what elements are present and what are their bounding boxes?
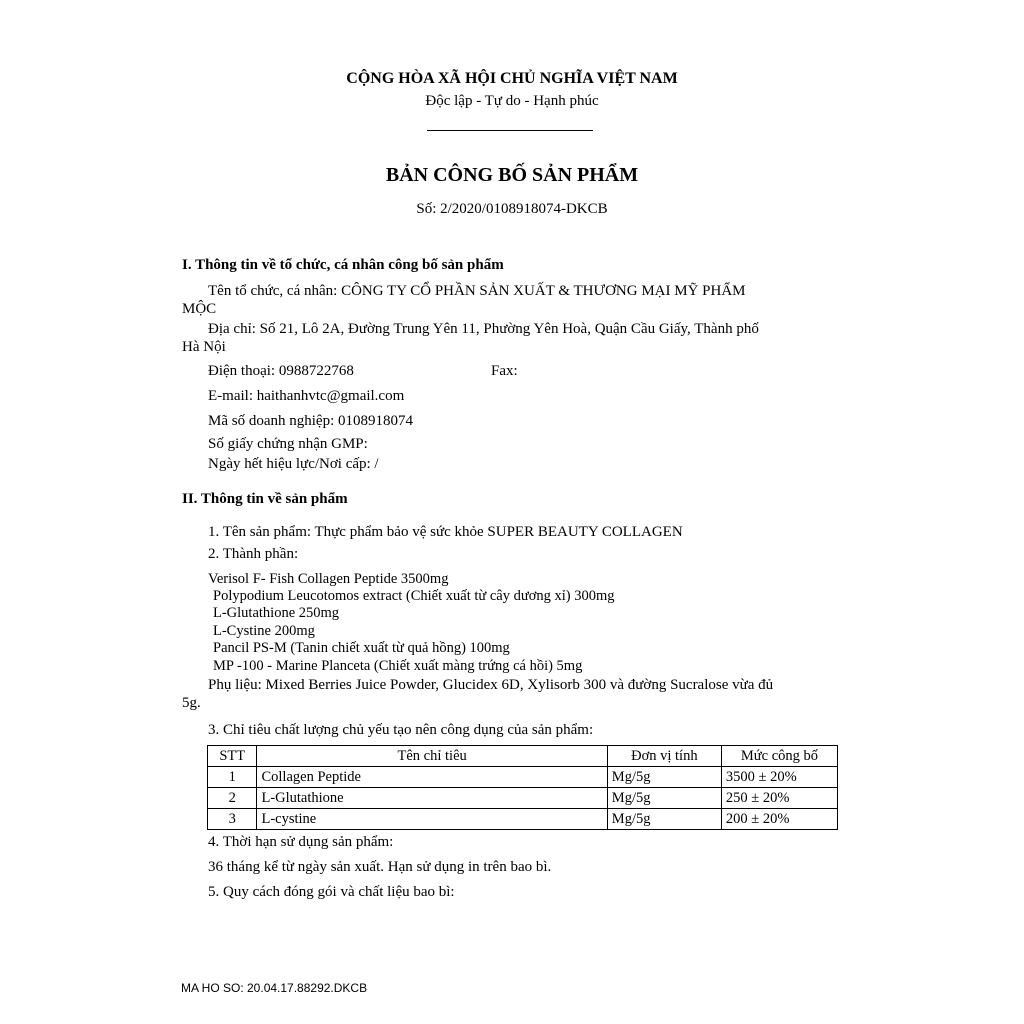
shelf-life: 36 tháng kể từ ngày sản xuất. Hạn sử dụng in trên bao bì. bbox=[208, 859, 552, 875]
ingredient-item: L-Glutathione 250mg bbox=[213, 605, 340, 621]
address-line2: Hà Nội bbox=[182, 339, 226, 355]
table-row bbox=[208, 788, 838, 809]
quality-label: 3. Chỉ tiêu chất lượng chủ yếu tạo nên công dụng của sản phẩm: bbox=[208, 722, 594, 738]
ingredient-item: MP -100 - Marine Planceta (Chiết xuất màng trứng cá hồi) 5mg bbox=[213, 658, 583, 674]
document-number: Số: 2/2020/0108918074-DKCB bbox=[416, 201, 608, 217]
col-header-name: Tên chỉ tiêu bbox=[257, 746, 607, 767]
section2-heading: II. Thông tin về sản phẩm bbox=[182, 491, 348, 507]
cell-value: 200 ± 20% bbox=[721, 809, 837, 830]
fax: Fax: bbox=[491, 363, 518, 379]
col-header-value: Mức công bố bbox=[721, 746, 837, 767]
ingredient-item: Verisol F- Fish Collagen Peptide 3500mg bbox=[208, 571, 449, 587]
cell-name: L-cystine bbox=[257, 809, 607, 830]
cell-value: 250 ± 20% bbox=[721, 788, 837, 809]
cell-name: Collagen Peptide bbox=[257, 767, 607, 788]
packaging-label: 5. Quy cách đóng gói và chất liệu bao bì: bbox=[208, 884, 455, 900]
table-row bbox=[208, 809, 838, 830]
cell-stt: 3 bbox=[208, 809, 257, 830]
ingredient-item: Pancil PS-M (Tanin chiết xuất từ quả hồng) 100mg bbox=[213, 640, 510, 656]
shelf-life-label: 4. Thời hạn sử dụng sản phẩm: bbox=[208, 834, 394, 850]
expiry-issuer: Ngày hết hiệu lực/Nơi cấp: / bbox=[208, 456, 379, 472]
motto: Độc lập - Tự do - Hạnh phúc bbox=[425, 93, 599, 109]
cell-name: L-Glutathione bbox=[257, 788, 607, 809]
ingredient-item: Polypodium Leucotomos extract (Chiết xuất từ cây dương xỉ) 300mg bbox=[213, 588, 615, 604]
page-title: BẢN CÔNG BỐ SẢN PHẨM bbox=[385, 164, 639, 186]
org-name-line2: MỘC bbox=[182, 301, 217, 317]
business-code: Mã số doanh nghiệp: 0108918074 bbox=[208, 413, 413, 429]
ingredient-item: L-Cystine 200mg bbox=[213, 623, 315, 639]
nation-title: CỘNG HÒA XÃ HỘI CHỦ NGHĨA VIỆT NAM bbox=[346, 70, 678, 87]
file-code: MA HO SO: 20.04.17.88292.DKCB bbox=[181, 981, 368, 995]
cell-stt: 2 bbox=[208, 788, 257, 809]
table-row bbox=[208, 767, 838, 788]
section1-heading: I. Thông tin về tổ chức, cá nhân công bố sản phẩm bbox=[182, 257, 504, 273]
cell-unit: Mg/5g bbox=[607, 809, 721, 830]
phone: Điện thoại: 0988722768 bbox=[208, 363, 354, 379]
col-header-unit: Đơn vị tính bbox=[607, 746, 721, 767]
email: E-mail: haithanhvtc@gmail.com bbox=[208, 388, 405, 404]
excipients-line1: Phụ liệu: Mixed Berries Juice Powder, Glucidex 6D, Xylisorb 300 và đường Sucralose vừa đủ bbox=[208, 677, 774, 693]
org-name-line1: Tên tổ chức, cá nhân: CÔNG TY CỔ PHẦN SẢN XUẤT & THƯƠNG MẠI MỸ PHẨM bbox=[208, 283, 746, 299]
table-header-row bbox=[208, 746, 838, 767]
cell-unit: Mg/5g bbox=[607, 767, 721, 788]
gmp-certificate: Số giấy chứng nhận GMP: bbox=[208, 436, 368, 452]
ingredients-label: 2. Thành phần: bbox=[208, 546, 299, 562]
excipients-line2: 5g. bbox=[182, 695, 201, 711]
col-header-stt: STT bbox=[208, 746, 257, 767]
cell-value: 3500 ± 20% bbox=[721, 767, 837, 788]
address-line1: Địa chỉ: Số 21, Lô 2A, Đường Trung Yên 11, Phường Yên Hoà, Quận Cầu Giấy, Thành phố bbox=[208, 321, 759, 337]
header-divider bbox=[427, 130, 593, 131]
quality-table bbox=[207, 745, 838, 830]
cell-unit: Mg/5g bbox=[607, 788, 721, 809]
product-name: 1. Tên sản phẩm: Thực phẩm bảo vệ sức khỏe SUPER BEAUTY COLLAGEN bbox=[208, 524, 683, 540]
cell-stt: 1 bbox=[208, 767, 257, 788]
